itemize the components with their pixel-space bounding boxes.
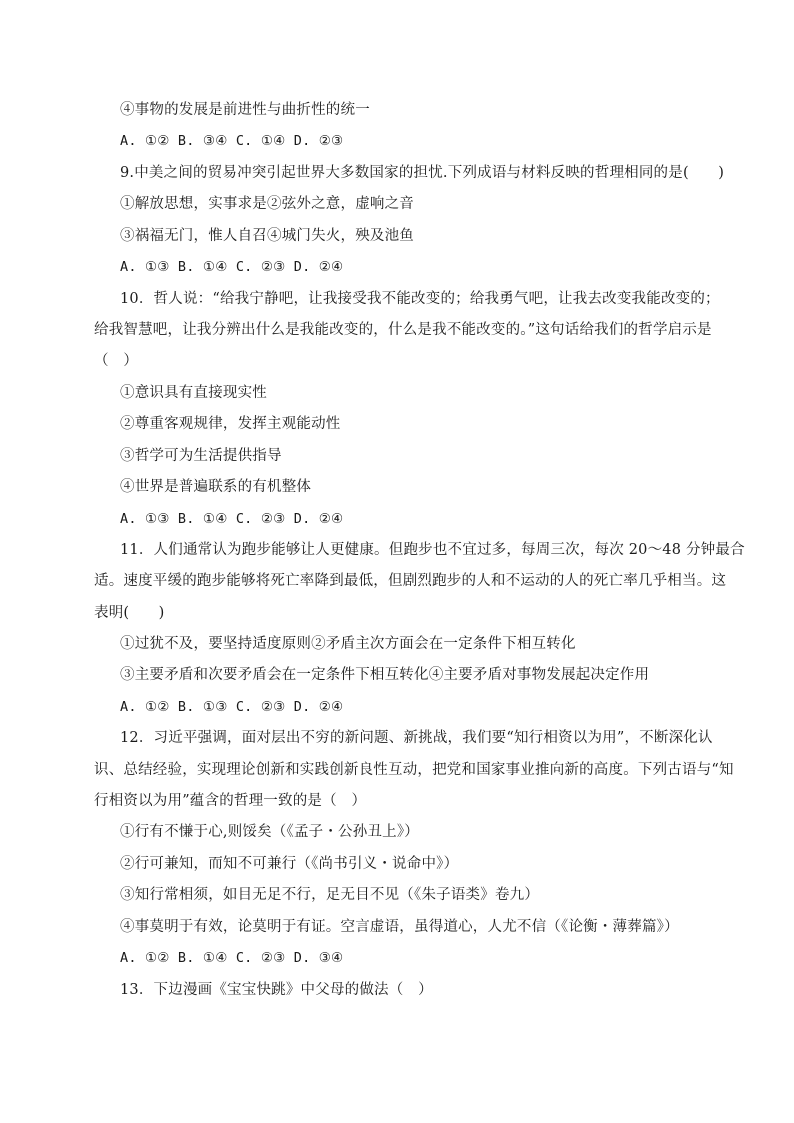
q9-option-line-1: ①解放思想，实事求是②弦外之意，虚响之音: [120, 196, 414, 212]
answer-choices-q10: A. ①③ B. ①④ C. ②③ D. ②④: [120, 511, 344, 527]
q12-option-3: ③知行常相须，如目无足不行，足无目不见（《朱子语类》卷九）: [120, 887, 540, 903]
answer-choices-q11: A. ①② B. ①③ C. ②③ D. ②④: [120, 699, 344, 715]
q11-option-line-1: ①过犹不及，要坚持适度原则②矛盾主次方面会在一定条件下相互转化: [120, 636, 576, 652]
question-11-stem-line-3: 表明( ): [94, 605, 165, 621]
question-12-stem-line-2: 识、总结经验，实现理论创新和实践创新良性互动，把党和国家事业推向新的高度。下列古语与“知: [94, 762, 734, 778]
answer-choices-q8: A. ①② B. ③④ C. ①④ D. ②③: [120, 133, 344, 149]
q10-option-2: ②尊重客观规律，发挥主观能动性: [120, 416, 341, 432]
question-12-stem-line-3: 行相资以为用”蕴含的哲理一致的是（ ）: [94, 793, 367, 809]
question-11-stem-line-1: 11．人们通常认为跑步能够让人更健康。但跑步也不宜过多，每周三次，每次 20～48 分钟最合: [120, 542, 745, 558]
q9-option-line-2: ③祸福无门，惟人自召④城门失火，殃及池鱼: [120, 228, 414, 244]
question-10-stem-line-1: 10．哲人说：“给我宁静吧，让我接受我不能改变的；给我勇气吧，让我去改变我能改变的；: [120, 291, 720, 307]
question-10-stem-line-3: （ ）: [94, 353, 139, 369]
option-line-4: ④事物的发展是前进性与曲折性的统一: [120, 102, 370, 118]
question-12-stem-line-1: 12．习近平强调，面对层出不穷的新问题、新挑战，我们要“知行相资以为用”，不断深化认: [120, 730, 713, 746]
q12-option-2: ②行可兼知，而知不可兼行（《尚书引义・说命中》）: [120, 856, 459, 872]
answer-choices-q12: A. ①② B. ①④ C. ②③ D. ③④: [120, 950, 344, 966]
question-13-stem: 13．下边漫画《宝宝快跳》中父母的做法（ ）: [120, 982, 433, 998]
question-10-stem-line-2: 给我智慧吧，让我分辨出什么是我能改变的，什么是我不能改变的。”这句话给我们的哲学启示是: [94, 322, 712, 338]
q10-option-3: ③哲学可为生活提供指导: [120, 448, 282, 464]
answer-choices-q9: A. ①③ B. ①④ C. ②③ D. ②④: [120, 259, 344, 275]
q11-option-line-2: ③主要矛盾和次要矛盾会在一定条件下相互转化④主要矛盾对事物发展起决定作用: [120, 667, 650, 683]
q10-option-4: ④世界是普遍联系的有机整体: [120, 479, 312, 495]
q10-option-1: ①意识具有直接现实性: [120, 385, 267, 401]
question-9-stem: 9.中美之间的贸易冲突引起世界大多数国家的担忧.下列成语与材料反映的哲理相同的是( ): [120, 165, 725, 181]
q12-option-4: ④事莫明于有效，论莫明于有证。空言虚语，虽得道心，人尤不信（《论衡・薄葬篇》）: [120, 919, 679, 935]
question-11-stem-line-2: 适。速度平缓的跑步能够将死亡率降到最低，但剧烈跑步的人和不运动的人的死亡率几乎相当。这: [94, 573, 727, 589]
q12-option-1: ①行有不慊于心,则馁矣（《孟子・公孙丑上》）: [120, 824, 420, 840]
